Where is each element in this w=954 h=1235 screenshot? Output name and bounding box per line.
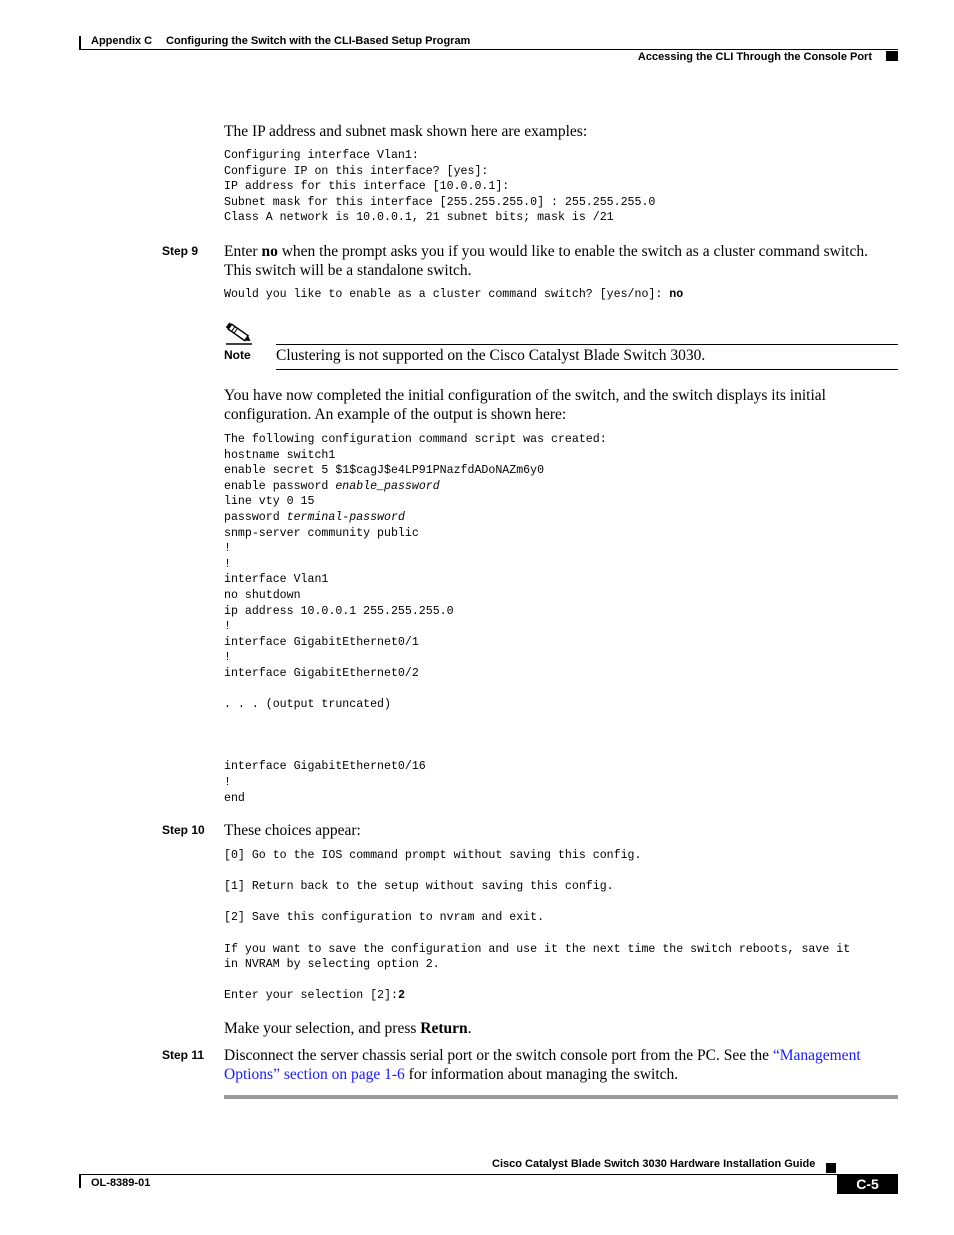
header-chapter-title: Configuring the Switch with the CLI-Based Setup Program (166, 35, 471, 47)
code-line (224, 448, 607, 464)
return-key-label: Return (420, 1020, 468, 1037)
step-9-label: Step 9 (162, 244, 199, 258)
header-section-title: Accessing the CLI Through the Console Port (637, 51, 872, 63)
code-line: Class A network is 10.0.0.1, 21 subnet bits; mask is /21 (224, 211, 614, 225)
code-line (224, 526, 607, 542)
note-label: Note (224, 348, 251, 362)
code-placeholder: enable_password (335, 479, 440, 493)
code-line (224, 619, 607, 635)
code-text: The following configuration command script was created: (224, 433, 607, 446)
code-line (224, 557, 607, 573)
code-line (224, 973, 850, 989)
code-line: Subnet mask for this interface [255.255.255.0] : 255.255.255.0 (224, 195, 656, 209)
code-line: IP address for this interface [10.0.0.1]: (224, 180, 510, 194)
code-line (224, 432, 607, 448)
header-left-bar (79, 36, 81, 50)
footer-left-bar (79, 1174, 81, 1188)
step-11-text: Disconnect the server chassis serial port or the switch console port from the PC. See the “Management Options” section on page 1-6 for information about managing the switch. (224, 1047, 861, 1083)
code-line (224, 463, 607, 479)
code-text: If you want to save the configuration and use it the next time the switch reboots, save it (224, 942, 851, 956)
code-line (224, 604, 607, 620)
note-text: Clustering is not supported on the Cisco Catalyst Blade Switch 3030. (276, 347, 706, 364)
code-line (224, 791, 607, 807)
code-text: [1] Return back to the setup without saving this config. (224, 880, 614, 894)
code-text: . . . (output truncated) (224, 698, 391, 712)
code-text: snmp-server community public (224, 526, 419, 540)
header-right-block (886, 51, 898, 61)
step-9-code-answer: no (669, 288, 684, 301)
note-bottom-rule (276, 369, 898, 370)
config-code-block (224, 432, 607, 806)
note-pencil-icon (224, 321, 254, 345)
code-text: ! (224, 620, 231, 634)
code-text: hostname switch1 (224, 448, 336, 462)
step-9-keyword: no (261, 243, 278, 260)
page-number: C-5 (856, 1176, 879, 1192)
step-10-after-text: Make your selection, and press Return. (224, 1020, 472, 1037)
header-rule (79, 49, 898, 50)
code-text: ! (224, 542, 231, 556)
code-text: in NVRAM by selecting option 2. (224, 958, 440, 972)
code-line (224, 759, 607, 775)
code-line: Configuring interface Vlan1: (224, 149, 419, 162)
code-text: ip address 10.0.0.1 255.255.255.0 (224, 604, 454, 618)
code-line (224, 879, 850, 895)
code-line (224, 864, 850, 880)
code-text: interface GigabitEthernet0/16 (224, 760, 426, 774)
step-10-text: These choices appear: (224, 822, 361, 839)
step-10-label: Step 10 (162, 823, 205, 837)
code-line: Configure IP on this interface? [yes]: (224, 164, 489, 178)
code-text: enable password (224, 479, 336, 493)
intro-text: The IP address and subnet mask shown here are examples: (224, 123, 588, 140)
intro-code-block (224, 148, 655, 226)
code-line (224, 588, 607, 604)
code-line (224, 635, 607, 651)
code-line (224, 650, 607, 666)
code-line (224, 942, 850, 958)
step-11-label: Step 11 (162, 1048, 205, 1062)
code-line (224, 848, 850, 864)
code-text: ! (224, 651, 231, 665)
code-text: interface GigabitEthernet0/1 (224, 635, 419, 649)
step-9-code: Would you like to enable as a cluster command switch? [yes/no]: no (224, 288, 684, 301)
code-line (224, 479, 607, 495)
page-number-box (837, 1174, 898, 1194)
code-text: [2] Save this configuration to nvram and exit. (224, 911, 545, 925)
choices-code-block (224, 848, 850, 1004)
footer-doc-number: OL-8389-01 (91, 1177, 151, 1189)
code-line (224, 572, 607, 588)
code-text: no shutdown (224, 588, 301, 602)
code-line (224, 775, 607, 791)
code-text: interface GigabitEthernet0/2 (224, 666, 419, 680)
code-line (224, 957, 850, 973)
code-line (224, 682, 607, 698)
footer-guide-title: Cisco Catalyst Blade Switch 3030 Hardware Installation Guide (492, 1158, 816, 1170)
code-line (224, 697, 607, 713)
code-line (224, 910, 850, 926)
end-of-procedure-rule (224, 1095, 898, 1099)
code-line (224, 541, 607, 557)
code-line (224, 895, 850, 911)
code-line (224, 926, 850, 942)
code-text: end (224, 791, 245, 805)
footer-small-block (826, 1163, 836, 1173)
code-line (224, 494, 607, 510)
code-text: ! (224, 557, 231, 571)
code-line (224, 728, 607, 744)
code-line (224, 744, 607, 760)
code-text: line vty 0 15 (224, 495, 315, 509)
header-appendix: Appendix C (91, 35, 153, 47)
code-text: password (224, 510, 287, 524)
step-9-text: Enter no when the prompt asks you if you would like to enable the switch as a cluster command switch. This switch will be a standalone switch. (224, 243, 868, 279)
completed-text: You have now completed the initial configuration of the switch, and the switch displays its initial configuration. An example of the output is shown here: (224, 387, 826, 423)
code-text: ! (224, 776, 231, 790)
footer-rule (79, 1174, 837, 1175)
note-top-rule (276, 344, 898, 345)
code-placeholder: terminal-password (286, 510, 405, 524)
code-line (224, 666, 607, 682)
code-line (224, 510, 607, 526)
code-text: [0] Go to the IOS command prompt without saving this config. (224, 849, 642, 862)
code-line (224, 713, 607, 729)
code-line (224, 988, 850, 1004)
management-options-link[interactable]: “Management Options” section on page 1-6 (224, 1047, 861, 1083)
code-text: Enter your selection [2]: (224, 989, 398, 1003)
code-text: interface Vlan1 (224, 573, 329, 587)
code-text: enable secret 5 $1$cagJ$e4LP91PNazfdADoNAZm6y0 (224, 464, 545, 478)
code-answer: 2 (397, 989, 405, 1003)
